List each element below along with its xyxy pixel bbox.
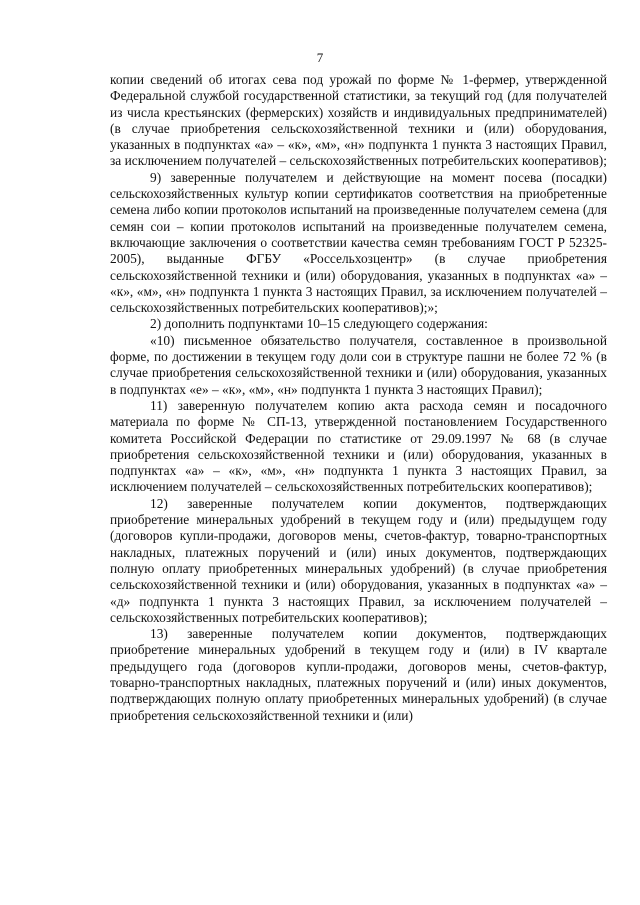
document-body (110, 72, 607, 724)
paragraph-item-13: 13) заверенные получателем копии документов, подтверждающих приобретение минеральных удобрений в текущем году и (или) в IV квартале предыдущего года (договоров купли-продажи, договоров мены, счетов-фактур, товарно-транспортных накладных, платежных поручений и (или) иных документов, подтверждающих полную оплату приобретенных минеральных удобрений) (в случае приобретения сельскохозяйственной техники и (или) (110, 626, 607, 723)
paragraph-item-11: 11) заверенную получателем копию акта расхода семян и посадочного материала по форме № СП-13, утвержденной постановлением Государственного комитета Российской Федерации по статистике от 29.09.1997 № 68 (в случае приобретения сельскохозяйственной техники и (или) оборудования, указанных в подпунктах «а» – «к», «м», «н» подпункта 1 пункта 3 настоящих Правил, за исключением получателей – сельскохозяйственных потребительских кооперативов); (110, 397, 607, 495)
paragraph-item-10: «10) письменное обязательство получателя, составленное в произвольной форме, по достижении в текущем году доли сои в структуре пашни не более 72 % (в случае приобретения сельскохозяйственной техники и (или) оборудования, указанных в подпунктах «е» – «к», «м», «н» подпункта 1 пункта 3 настоящих Правил); (110, 332, 607, 397)
page-number: 7 (316, 50, 324, 65)
paragraph-continuation: копии сведений об итогах сева под урожай по форме № 1-фермер, утвержденной Федеральной службой государственной статистики, за текущий год (для получателей из числа крестьянских (фермерских) хозяйств и индивидуальных предпринимателей) (в случае приобретения сельскохозяйственной техники и (или) оборудования, указанных в подпунктах «а» – «к», «м», «н» подпункта 1 пункта 3 настоящих Правил, за исключением получателей – сельскохозяйственных потребительских кооперативов); (110, 72, 607, 169)
paragraph-item-12: 12) заверенные получателем копии документов, подтверждающих приобретение минеральных удобрений в текущем году и (или) предыдущем году (договоров купли-продажи, договоров мены, счетов-фактур, товарно-транспортных накладных, платежных поручений и (или) иных документов, подтверждающих полную оплату приобретенных минеральных удобрений) (в случае приобретения сельскохозяйственной техники и (или) оборудования, указанных в подпунктах «а» – «д» подпункта 1 пункта 3 настоящих Правил, за исключением получателей – сельскохозяйственных потребительских кооперативов); (110, 495, 607, 625)
paragraph-item-9: 9) заверенные получателем и действующие на момент посева (посадки) сельскохозяйственных культур копии сертификатов соответствия на приобретенные семена либо копии протоколов испытаний на произведенные получателем семена (для семян сои – копии протоколов испытаний на произведенные получателем семена, включающие заключения о соответствии качества семян требованиям ГОСТ Р 52325-2005), выданные ФГБУ «Россельхозцентр» (в случае приобретения сельскохозяйственной техники и (или) оборудования, указанных в подпунктах «а» – «к», «м», «н» подпункта 1 пункта 3 настоящих Правил, за исключением получателей – сельскохозяйственных потребительских кооперативов);»; (110, 169, 607, 316)
paragraph-item-2: 2) дополнить подпунктами 10–15 следующего содержания: (150, 316, 488, 332)
